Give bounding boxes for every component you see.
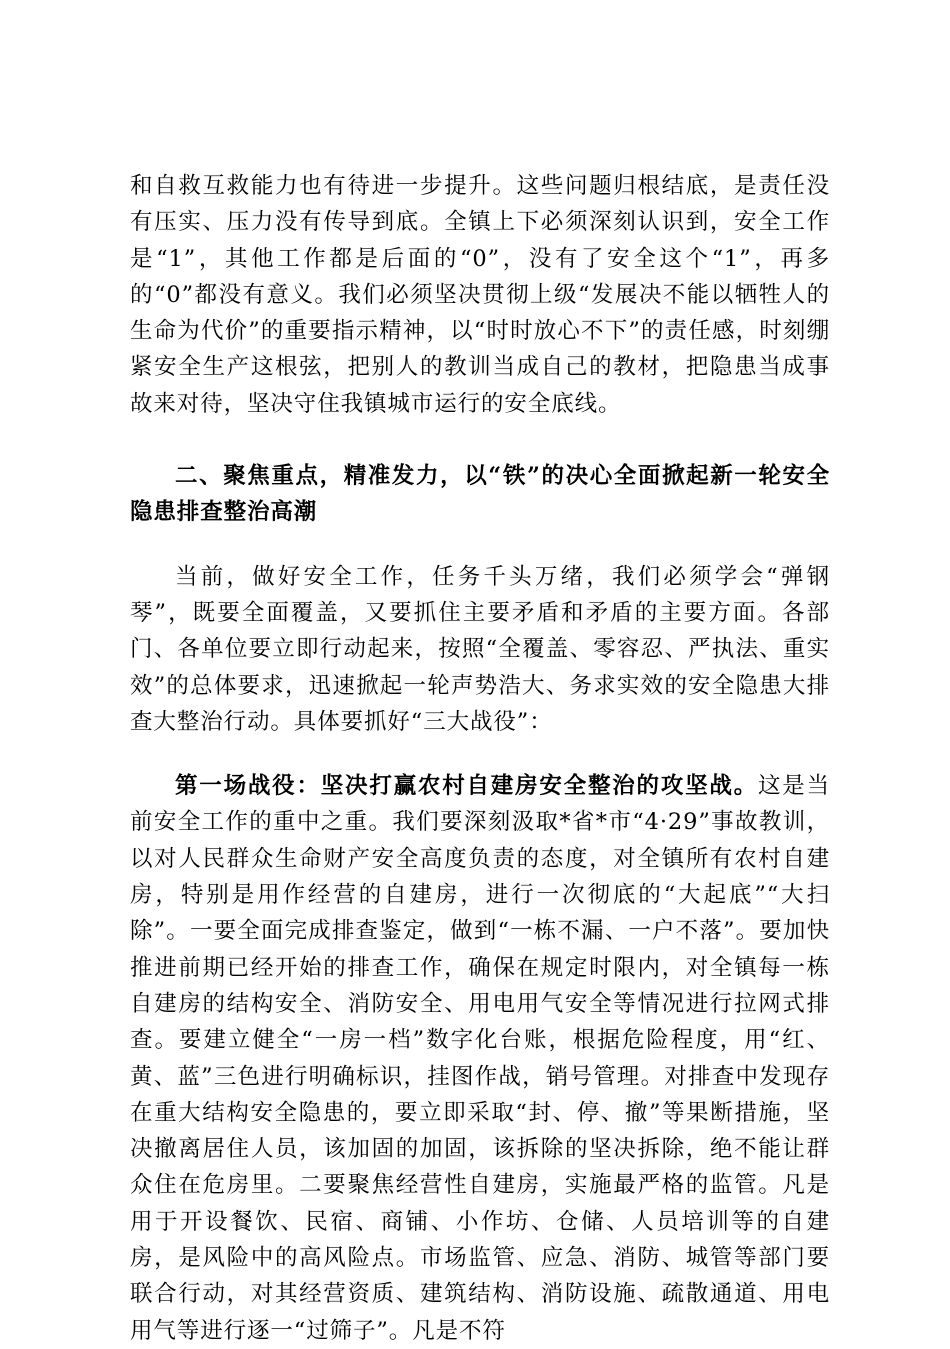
campaign-one-body: 这是当前安全工作的重中之重。我们要深刻汲取*省*市“4·29”事故教训，以对人民群众生命财产安全高度负责的态度，对全镇所有农村自建房，特别是用作经营的自建房，进行一次彻底的“大起底”“大扫除”。一要全面完成排查鉴定，做到“一栋不漏、一户不落”。要加快推进前期已经开始的排查工作，确保在规定时限内，对全镇每一栋自建房的结构安全、消防安全、用电用气安全等情况进行拉网式排查。要建立健全“一房一档”数字化台账，根据危险程度，用“红、黄、蓝”三色进行明确标识，挂图作战，销号管理。对排查中发现存在重大结构安全隐患的，要立即采取“封、停、撤”等果断措施，坚决撤离居住人员，该加固的加固，该拆除的坚决拆除，绝不能让群众住在危房里。二要聚焦经营性自建房，实施最严格的监管。凡是用于开设餐饮、民宿、商铺、小作坊、仓储、人员培训等的自建房，是风险中的高风险点。市场监管、应急、消防、城管等部门要联合行动，对其经营资质、建筑结构、消防设施、疏散通道、用电用气等进行逐一“过筛子”。凡是不符 [130, 773, 830, 1344]
campaign-one-lead: 第一场战役：坚决打赢农村自建房安全整治的攻坚战。 [175, 773, 759, 800]
document-body [130, 168, 830, 1349]
section-heading: 二、聚焦重点，精准发力，以“铁”的决心全面掀起新一轮安全隐患排查整治高潮 [130, 463, 830, 526]
paragraph-campaign-one [130, 768, 830, 1349]
paragraph-continuation: 和自救互救能力也有待进一步提升。这些问题归根结底，是责任没有压实、压力没有传导到底。全镇上下必须深刻认识到，安全工作是“1”，其他工作都是后面的“0”，没有了安全这个“1”，再多的“0”都没有意义。我们必须坚决贯彻上级“发展决不能以牺牲人的生命为代价”的重要指示精神，以“时时放心不下”的责任感，时刻绷紧安全生产这根弦，把别人的教训当成自己的教材，把隐患当成事故来对待，坚决守住我镇城市运行的安全底线。 [130, 173, 830, 417]
paragraph-intro: 当前，做好安全工作，任务千头万绪，我们必须学会“弹钢琴”，既要全面覆盖，又要抓住主要矛盾和矛盾的主要方面。各部门、各单位要立即行动起来，按照“全覆盖、零容忍、严执法、重实效”的总体要求，迅速掀起一轮声势浩大、务求实效的安全隐患大排查大整治行动。具体要抓好“三大战役”： [130, 563, 830, 735]
